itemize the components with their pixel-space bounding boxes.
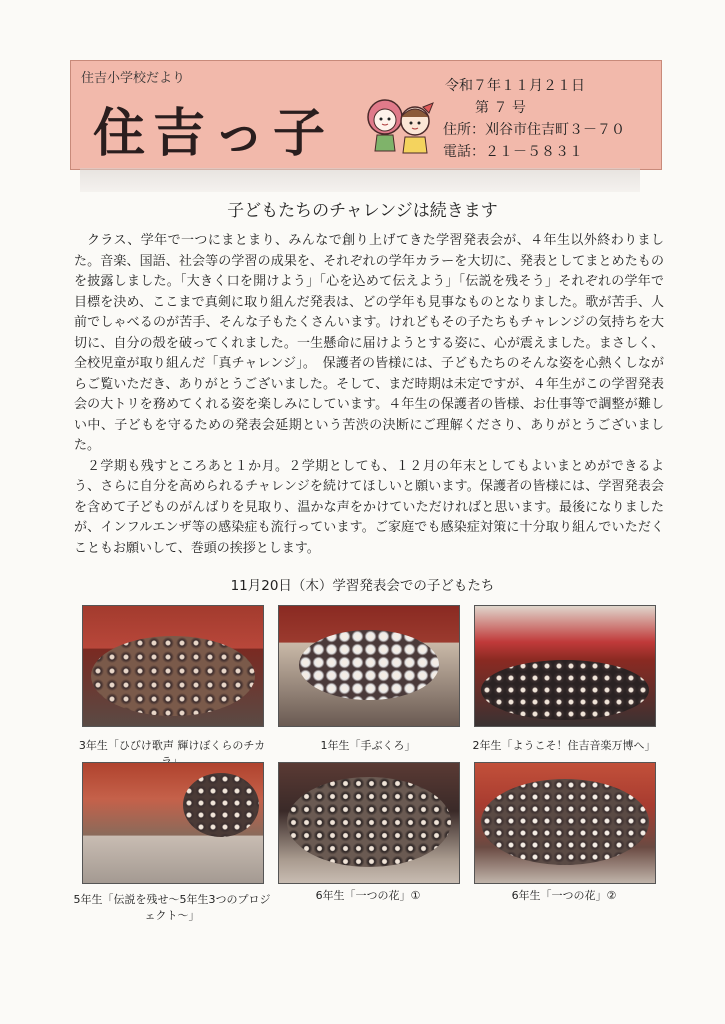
school-name: 住吉小学校だより [81,71,186,86]
caption-grade1: 1年生「手ぶくろ」 [320,739,416,752]
photo-section-title: 11月20日（木）学習発表会での子どもたち [230,578,495,594]
school-address: 住所：刈谷市住吉町３－７０ [443,122,625,138]
caption-grade6-a: 6年生「一つの花」① [315,889,421,902]
article-paragraph-2: ２学期も残すところあと１か月。２学期としても、１２月の年末としてもよいまとめができるよう、さらに自分を高められるチャレンジを続けてほしいと願います。保護者の皆様には、学習発表会を含めて子どものがんばりを見取り、温かな声をかけていただければと思います。最後になりましたが、インフルエンザ等の感染症も流行っています。ご家庭でも感染症対策に十分取り組んでいただくこともお願いして、巻頭の挨拶とします。 [74,458,664,556]
issue-meta [443,75,625,163]
caption-grade6-b: 6年生「一つの花」② [511,889,617,902]
mascot-characters-icon [363,87,439,157]
caption-grade5: 5年生「伝説を残せ～5年生3つのプロジェクト～」 [73,893,271,922]
photo-grade3 [82,605,264,727]
school-phone: 電話：２１－５８３１ [443,144,583,160]
article-heading: 子どもたちのチャレンジは続きます [227,201,498,221]
photo-grade2 [474,605,656,727]
photo-grade1 [278,605,460,727]
article-body [74,231,664,559]
caption-grade3: 3年生「ひびけ歌声 輝けぼくらのチカ [78,739,266,752]
caption-grade2: 2年生「ようこそ！住吉音楽万博へ」 [472,739,656,752]
newsletter-title: 住吉っ子 [93,103,334,164]
header-shadow-divider [80,168,640,192]
photo-grade6-b [474,762,656,884]
article-paragraph-1: クラス、学年で一つにまとまり、みんなで創り上げてきた学習発表会が、４年生以外終わりました。音楽、国語、社会等の学習の成果を、それぞれの学年カラーを大切に、発表としてまとめたものを披露しました。「大きく口を開けよう」「心を込めて伝えよう」「伝説を残そう」それぞれの学年で目標を決め、ここまで真剣に取り組んだ発表は、どの学年も見事なものとなりました。歌が苦手、人前でしゃべるのが苦手、そんな子もたくさんいます。けれどもその子たちもチャレンジの気持ちを大切に、自分の殻を破ってくれました。一生懸命に届けようとする姿に、心が震えました。まさしく、全校児童が取り組んだ「真チャレンジ」。 保護者の皆様には、子どもたちのそんな姿を心熱くしながらご覧いただき、ありがとうございました。そして、まだ時期は未定ですが、４年生がこの学習発表会の大トリを務めてくれる姿を楽しみにしています。４年生の保護者の皆様、お仕事等で調整が難しい中、子どもを守るための発表会延期という苦渋の決断にご理解くださり、ありがとうございました。 [74,233,664,453]
photo-grade5 [82,762,264,884]
issue-date: 令和７年１１月２１日 [445,78,585,94]
newsletter-header [70,60,662,170]
photo-grade6-a [278,762,460,884]
issue-number: 第 ７ 号 [475,100,526,116]
